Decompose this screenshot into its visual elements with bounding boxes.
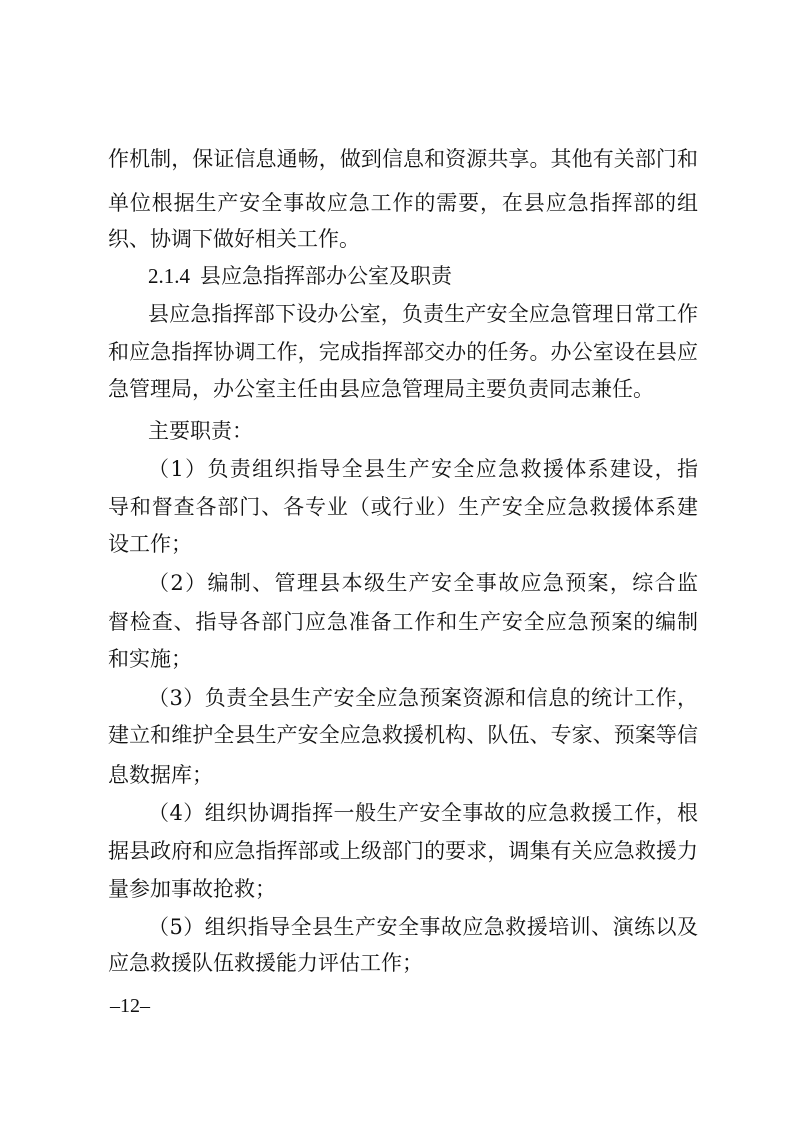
text-line: 督检查、指导各部门应急准备工作和生产安全应急预案的编制	[108, 610, 698, 634]
text-line: 设工作；	[108, 532, 192, 556]
text-line: 建立和维护全县生产安全应急救援机构、队伍、专家、预案等信	[108, 723, 698, 747]
text-line: 急管理局，办公室主任由县应急管理局主要负责同志兼任。	[108, 377, 654, 401]
text-line: 应急救援队伍救援能力评估工作；	[108, 951, 423, 975]
page-number: –12–	[110, 995, 150, 1017]
text-line: （4）组织协调指挥一般生产安全事故的应急救援工作，根	[148, 801, 698, 825]
text-line: （1）负责组织指导全县生产安全应急救援体系建设，指	[148, 457, 698, 481]
text-line: 织、协调下做好相关工作。	[108, 227, 360, 251]
text-line: （2）编制、管理县本级生产安全事故应急预案，综合监	[148, 571, 698, 595]
text-line: 和应急指挥协调工作，完成指挥部交办的任务。办公室设在县应	[108, 340, 698, 364]
text-line: 据县政府和应急指挥部或上级部门的要求，调集有关应急救援力	[108, 839, 698, 863]
text-line: 导和督查各部门、各专业（或行业）生产安全应急救援体系建	[108, 495, 698, 519]
section-number: 2.1.4	[148, 264, 190, 288]
text-line: 和实施；	[108, 647, 192, 671]
text-line: 量参加事故抢救；	[108, 877, 276, 901]
text-line: 息数据库；	[108, 763, 213, 787]
text-line: （3）负责全县生产安全应急预案资源和信息的统计工作，	[148, 686, 698, 710]
section-title: 县应急指挥部办公室及职责	[200, 264, 452, 288]
text-line: 县应急指挥部下设办公室，负责生产安全应急管理日常工作	[148, 302, 698, 326]
text-line: 主要职责：	[148, 419, 253, 443]
text-line: 单位根据生产安全事故应急工作的需要，在县应急指挥部的组	[108, 191, 698, 215]
section-heading	[148, 259, 452, 293]
text-line: （5）组织指导全县生产安全事故应急救援培训、演练以及	[148, 915, 698, 939]
text-line: 作机制，保证信息通畅，做到信息和资源共享。其他有关部门和	[108, 147, 698, 171]
